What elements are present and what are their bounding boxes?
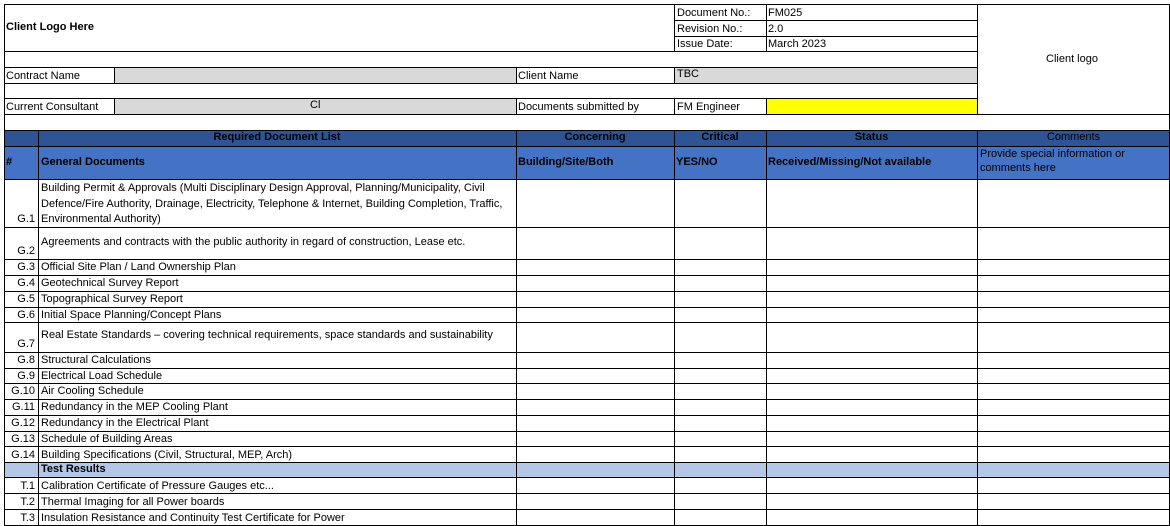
grid-line bbox=[977, 4, 978, 114]
row-id: G.13 bbox=[11, 433, 35, 445]
grid-line bbox=[4, 509, 1170, 510]
row-id: G.3 bbox=[17, 261, 35, 273]
row-text: Structural Calculations bbox=[41, 354, 152, 366]
row-text: Building Permit & Approvals (Multi Disciplinary Design Approval, Planning/Municipality, Civil Defence/Fire Authority, Drainage, Electricity, Telephone & Internet, Building Completion, Traffic, Environmental Authority) bbox=[41, 182, 503, 225]
row-text: Schedule of Building Areas bbox=[41, 433, 173, 445]
grid-line bbox=[674, 98, 675, 114]
grid-line bbox=[4, 98, 977, 99]
section-header-test bbox=[4, 462, 1170, 477]
grid-line bbox=[674, 67, 675, 83]
row-text: Insulation Resistance and Continuity Test Certificate for Power bbox=[41, 512, 345, 524]
header-required: Required Document List bbox=[213, 131, 341, 143]
client-name-value: TBC bbox=[677, 68, 699, 80]
grid-line bbox=[516, 67, 517, 83]
consultant-label: Current Consultant bbox=[6, 101, 99, 113]
grid-line bbox=[674, 4, 675, 51]
grid-line bbox=[766, 98, 767, 114]
grid-line bbox=[516, 98, 517, 114]
row-text: Agreements and contracts with the public authority in regard of construction, Lease etc. bbox=[41, 236, 466, 248]
grid-line bbox=[4, 51, 977, 52]
row-id: G.1 bbox=[17, 213, 35, 225]
issue-date-label: Issue Date: bbox=[677, 38, 733, 50]
header-comments: Comments bbox=[1046, 131, 1101, 143]
header-num: # bbox=[6, 156, 13, 168]
grid-line bbox=[4, 493, 1170, 494]
grid-line bbox=[4, 322, 1170, 323]
grid-line bbox=[4, 399, 1170, 400]
row-text: Redundancy in the MEP Cooling Plant bbox=[41, 401, 228, 413]
grid-line bbox=[766, 130, 767, 526]
contract-name-label: Contract Name bbox=[6, 70, 80, 82]
row-text: Electrical Load Schedule bbox=[41, 370, 163, 382]
row-text: Calibration Certificate of Pressure Gauges etc... bbox=[41, 480, 274, 492]
grid-line bbox=[4, 275, 1170, 276]
section-test-label: Test Results bbox=[41, 463, 106, 475]
grid-line bbox=[4, 259, 1170, 260]
grid-line bbox=[4, 477, 1170, 478]
row-text: Redundancy in the Electrical Plant bbox=[41, 417, 209, 429]
header-sub-status: Received/Missing/Not available bbox=[768, 156, 932, 168]
contract-name-field[interactable] bbox=[115, 68, 516, 83]
row-text: Air Cooling Schedule bbox=[41, 385, 144, 397]
header-sub-comments: Provide special information or comments here bbox=[980, 148, 1125, 174]
row-id: G.2 bbox=[17, 245, 35, 257]
grid-line bbox=[4, 179, 1170, 180]
grid-line bbox=[674, 36, 977, 37]
grid-line bbox=[674, 20, 977, 21]
highlight-cell[interactable] bbox=[766, 99, 977, 114]
grid-line bbox=[114, 98, 115, 114]
client-name-field[interactable] bbox=[675, 68, 977, 83]
grid-line bbox=[4, 462, 1170, 463]
row-id: G.7 bbox=[17, 338, 35, 350]
client-logo-placeholder: Client Logo Here bbox=[6, 21, 95, 33]
row-id: G.12 bbox=[11, 417, 35, 429]
grid-line bbox=[977, 130, 978, 526]
grid-line bbox=[4, 227, 1170, 228]
documents-submitted-value[interactable]: FM Engineer bbox=[677, 101, 740, 113]
client-name-label: Client Name bbox=[518, 70, 579, 82]
revision-value[interactable]: 2.0 bbox=[768, 23, 784, 35]
doc-no-label: Document No.: bbox=[677, 7, 751, 19]
header-sub-concerning: Building/Site/Both bbox=[518, 156, 614, 168]
grid-line bbox=[4, 291, 1170, 292]
row-text: Thermal Imaging for all Power boards bbox=[41, 496, 225, 508]
header-concerning: Concerning bbox=[564, 131, 626, 143]
row-id: G.4 bbox=[17, 277, 35, 289]
row-text: Geotechnical Survey Report bbox=[41, 277, 179, 289]
grid-line bbox=[4, 130, 1170, 131]
documents-submitted-label: Documents submitted by bbox=[518, 101, 640, 113]
grid-line bbox=[4, 368, 1170, 369]
issue-date-value[interactable]: March 2023 bbox=[768, 38, 827, 50]
grid-line bbox=[4, 114, 1170, 115]
row-text: Initial Space Planning/Concept Plans bbox=[41, 309, 222, 321]
row-id: G.14 bbox=[11, 449, 35, 461]
row-text: Building Specifications (Civil, Structural, MEP, Arch) bbox=[41, 449, 293, 461]
consultant-value: Cl bbox=[310, 99, 321, 111]
header-general: General Documents bbox=[41, 156, 145, 168]
row-id: T.1 bbox=[20, 480, 35, 492]
row-id: G.9 bbox=[17, 370, 35, 382]
header-critical: Critical bbox=[701, 131, 739, 143]
header-sub-critical: YES/NO bbox=[676, 156, 718, 168]
header-status: Status bbox=[854, 131, 889, 143]
row-id: G.11 bbox=[11, 401, 35, 413]
grid-line bbox=[516, 130, 517, 526]
revision-label: Revision No.: bbox=[677, 23, 743, 35]
row-id: G.5 bbox=[17, 293, 35, 305]
grid-line bbox=[674, 130, 675, 526]
client-logo-right: Client logo bbox=[1046, 53, 1098, 65]
grid-line bbox=[4, 67, 977, 68]
grid-line bbox=[766, 4, 767, 51]
grid-line bbox=[4, 446, 1170, 447]
grid-line bbox=[4, 431, 1170, 432]
row-id: G.10 bbox=[11, 385, 35, 397]
grid-line bbox=[4, 146, 1170, 147]
row-id: G.8 bbox=[17, 354, 35, 366]
grid-line bbox=[38, 130, 39, 526]
grid-line bbox=[4, 415, 1170, 416]
row-text: Official Site Plan / Land Ownership Plan bbox=[41, 261, 236, 273]
row-text: Real Estate Standards – covering technical requirements, space standards and sustainability bbox=[41, 329, 493, 341]
grid-line bbox=[4, 383, 1170, 384]
row-id: T.2 bbox=[20, 496, 35, 508]
row-id: T.3 bbox=[20, 512, 35, 524]
grid-line bbox=[4, 4, 1170, 5]
grid-line bbox=[4, 352, 1170, 353]
grid-line bbox=[114, 67, 115, 83]
grid-line bbox=[4, 83, 977, 84]
row-text: Topographical Survey Report bbox=[41, 293, 183, 305]
doc-no-value[interactable]: FM025 bbox=[768, 7, 803, 19]
grid-line bbox=[4, 307, 1170, 308]
row-id: G.6 bbox=[17, 309, 35, 321]
